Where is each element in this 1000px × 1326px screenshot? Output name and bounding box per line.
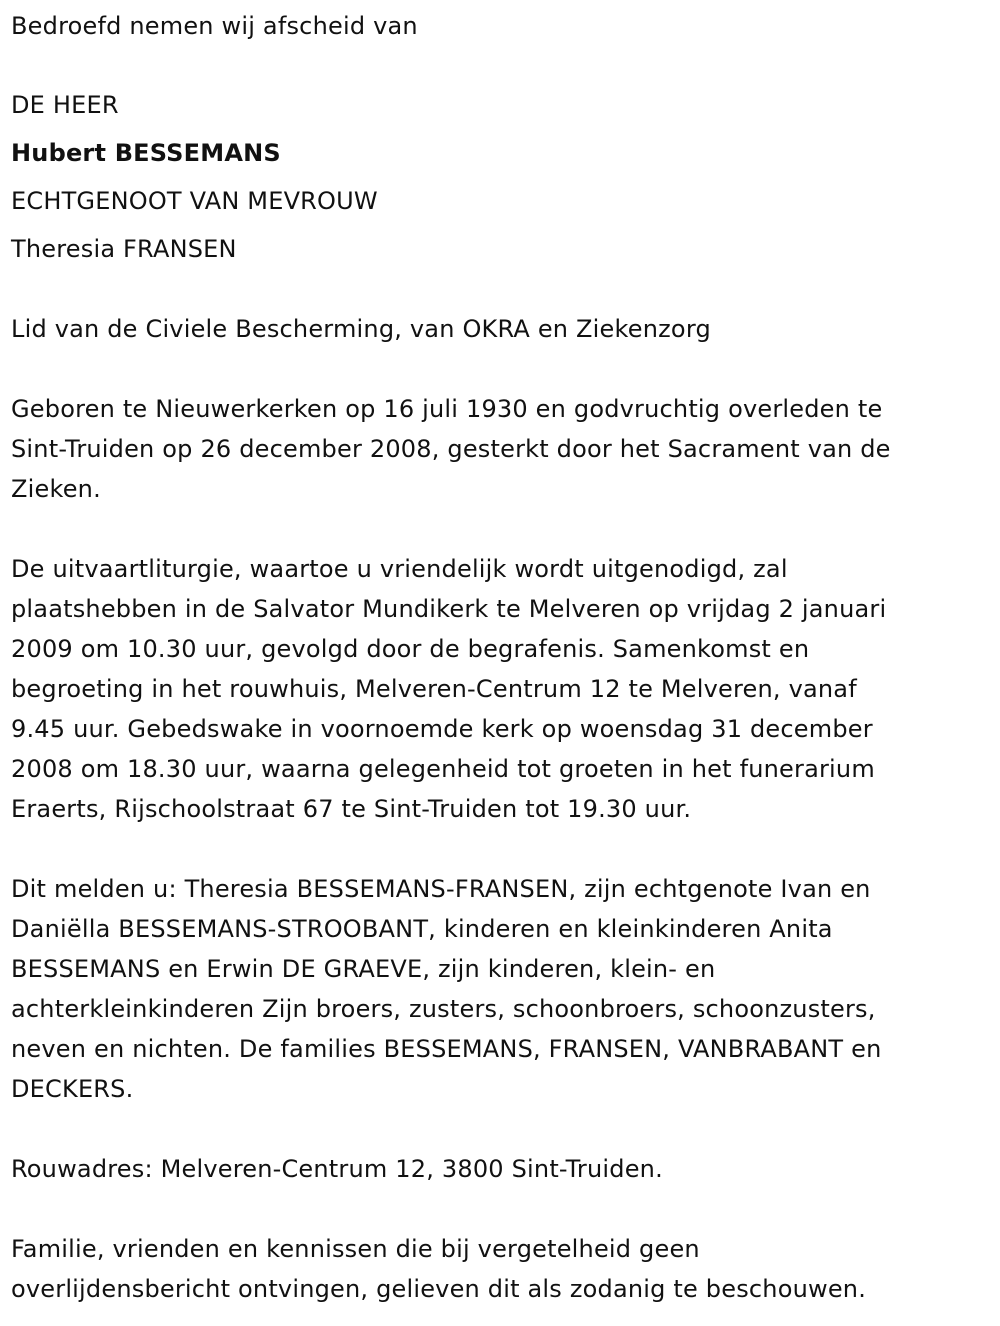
paragraph-line: 2008 om 18.30 uur, waarna gelegenheid tot groeten in het funerarium <box>11 755 875 783</box>
intro-text: Bedroefd nemen wij afscheid van <box>11 12 418 40</box>
mourning-address: Rouwadres: Melveren-Centrum 12, 3800 Sint-Truiden. <box>11 1155 663 1183</box>
announcers-paragraph <box>11 869 996 1109</box>
paragraph-line: BESSEMANS en Erwin DE GRAEVE, zijn kinderen, klein- en <box>11 955 716 983</box>
paragraph-line: DECKERS. <box>11 1075 134 1103</box>
paragraph-line: Sint-Truiden op 26 december 2008, gesterkt door het Sacrament van de <box>11 435 891 463</box>
paragraph-line: Eraerts, Rijschoolstraat 67 te Sint-Truiden tot 19.30 uur. <box>11 795 692 823</box>
paragraph-line: overlijdensbericht ontvingen, gelieven dit als zodanig te beschouwen. <box>11 1275 867 1303</box>
paragraph-line: achterkleinkinderen Zijn broers, zusters, schoonbroers, schoonzusters, <box>11 995 876 1023</box>
paragraph-line: Zieken. <box>11 475 101 503</box>
paragraph-line: 9.45 uur. Gebedswake in voornoemde kerk op woensdag 31 december <box>11 715 873 743</box>
deceased-name: Hubert BESSEMANS <box>11 139 281 167</box>
relation-text: ECHTGENOOT VAN MEVROUW <box>11 187 378 215</box>
paragraph-line: Geboren te Nieuwerkerken op 16 juli 1930 en godvruchtig overleden te <box>11 395 883 423</box>
paragraph-line: plaatshebben in de Salvator Mundikerk te Melveren op vrijdag 2 januari <box>11 595 887 623</box>
closing-paragraph <box>11 1229 996 1309</box>
funeral-paragraph <box>11 549 996 829</box>
birth-death-paragraph <box>11 389 996 509</box>
paragraph-line: neven en nichten. De families BESSEMANS, FRANSEN, VANBRABANT en <box>11 1035 882 1063</box>
paragraph-line: Daniëlla BESSEMANS-STROOBANT, kinderen en kleinkinderen Anita <box>11 915 833 943</box>
paragraph-line: De uitvaartliturgie, waartoe u vriendelijk wordt uitgenodigd, zal <box>11 555 788 583</box>
paragraph-line: begroeting in het rouwhuis, Melveren-Centrum 12 te Melveren, vanaf <box>11 675 857 703</box>
membership-text: Lid van de Civiele Bescherming, van OKRA en Ziekenzorg <box>11 315 711 343</box>
paragraph-line: Dit melden u: Theresia BESSEMANS-FRANSEN, zijn echtgenote Ivan en <box>11 875 871 903</box>
paragraph-line: Familie, vrienden en kennissen die bij vergetelheid geen <box>11 1235 700 1263</box>
paragraph-line: 2009 om 10.30 uur, gevolgd door de begrafenis. Samenkomst en <box>11 635 810 663</box>
honorific-title: DE HEER <box>11 91 119 119</box>
spouse-name: Theresia FRANSEN <box>11 235 237 263</box>
